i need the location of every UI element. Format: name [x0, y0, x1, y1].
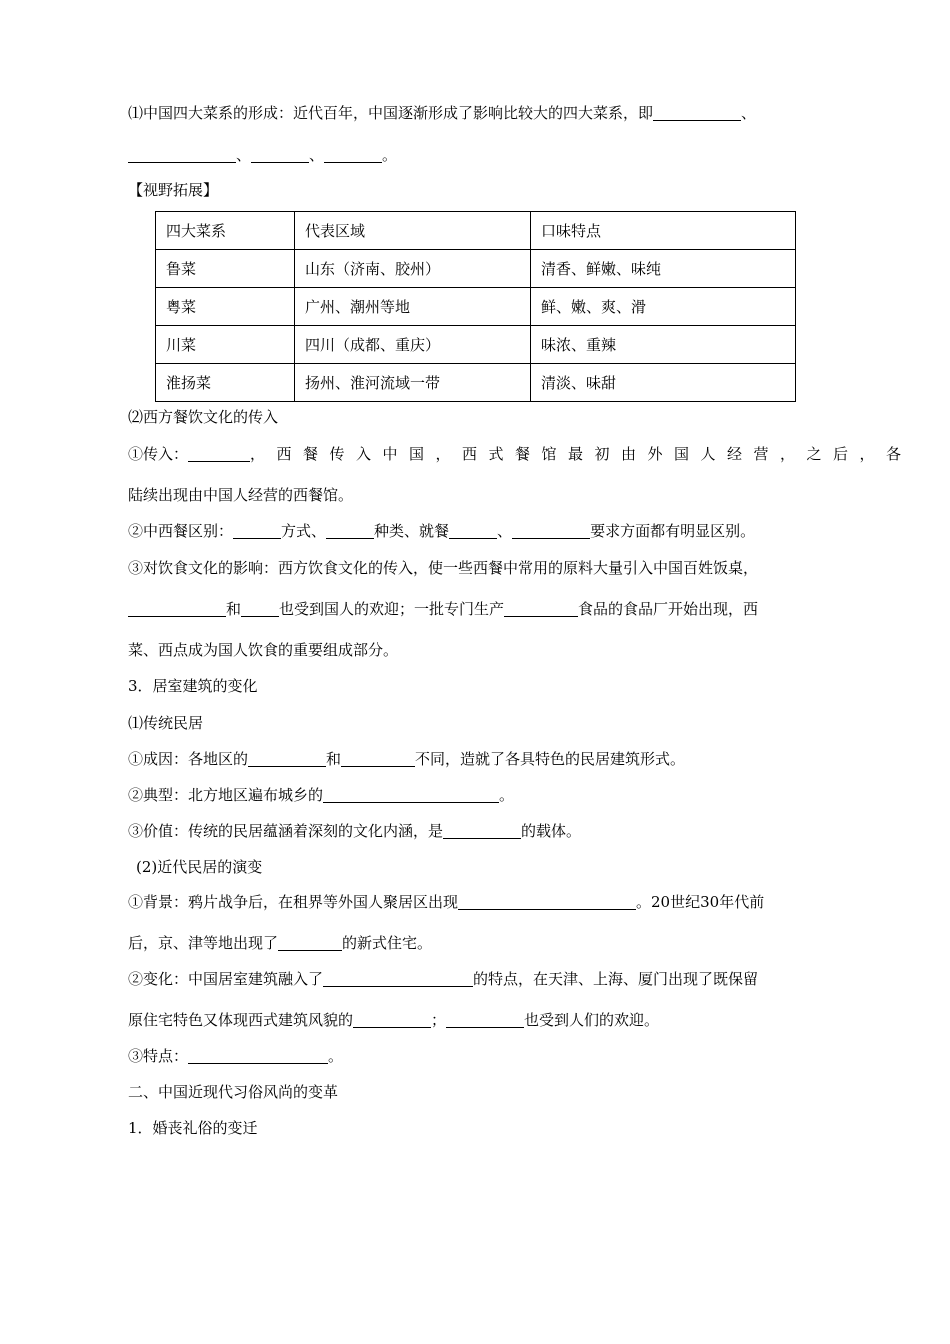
western-food-title: ⑵西方餐饮文化的传入 — [128, 408, 279, 426]
table-cell: 清香、鲜嫩、味纯 — [531, 250, 796, 288]
table-row — [156, 250, 796, 288]
answer-blank[interactable] — [446, 1011, 524, 1028]
housing-line-1: ①成因：各地区的 和 不同，造就了各具特色的民居建筑形式。 — [128, 750, 686, 768]
answer-blank[interactable] — [504, 600, 578, 617]
answer-blank[interactable] — [278, 934, 342, 951]
table-cell: 扬州、淮河流域一带 — [295, 364, 531, 402]
table-row — [156, 288, 796, 326]
wedding-funeral-title: 1．婚丧礼俗的变迁 — [128, 1119, 258, 1137]
answer-blank[interactable] — [233, 522, 281, 539]
answer-blank[interactable] — [443, 822, 521, 839]
table-cell: 味浓、重辣 — [531, 326, 796, 364]
table-header-cell: 口味特点 — [531, 212, 796, 250]
customs-title: 二、中国近现代习俗风尚的变革 — [128, 1083, 339, 1101]
answer-blank[interactable] — [512, 522, 590, 539]
western-line-5: 和 也受到国人的欢迎；一批专门生产 食品的食品厂开始出现，西 — [128, 599, 758, 619]
answer-blank[interactable] — [323, 970, 473, 987]
answer-blank[interactable] — [341, 750, 415, 767]
cuisine-table — [155, 211, 796, 402]
western-line-2: 陆续出现由中国人经营的西餐馆。 — [128, 486, 354, 504]
answer-blank[interactable] — [323, 786, 499, 803]
answer-blank[interactable] — [188, 1047, 328, 1064]
housing-line-4: ①背景：鸦片战争后，在租界等外国人聚居区出现 。20世纪30年代前 — [128, 893, 765, 911]
housing-line-2: ②典型：北方地区遍布城乡的 。 — [128, 786, 515, 804]
traditional-house-title: ⑴传统民居 — [128, 714, 204, 732]
answer-blank[interactable] — [324, 146, 382, 163]
housing-title: 3．居室建筑的变化 — [128, 677, 258, 695]
answer-blank[interactable] — [251, 146, 309, 163]
table-cell: 广州、潮州等地 — [295, 288, 531, 326]
western-line-4: ③对饮食文化的影响：西方饮食文化的传入，使一些西餐中常用的原料大量引入中国百姓饭桌， — [128, 559, 759, 577]
answer-blank[interactable] — [128, 600, 226, 617]
table-header-cell: 四大菜系 — [156, 212, 295, 250]
table-row — [156, 364, 796, 402]
housing-line-7: 原住宅特色又体现西式建筑风貌的 ； 也受到人们的欢迎。 — [128, 1011, 660, 1029]
answer-blank[interactable] — [353, 1011, 431, 1028]
table-cell: 淮扬菜 — [156, 364, 295, 402]
food-line-2: 、 、 。 — [128, 145, 397, 165]
western-line-3: ②中西餐区别： 方式、 种类、就餐 、 要求方面都有明显区别。 — [128, 522, 756, 540]
answer-blank[interactable] — [188, 445, 250, 462]
housing-line-6: ②变化：中国居室建筑融入了 的特点，在天津、上海、厦门出现了既保留 — [128, 970, 759, 988]
table-cell: 粤菜 — [156, 288, 295, 326]
table-row — [156, 326, 796, 364]
western-line-6: 菜、西点成为国人饮食的重要组成部分。 — [128, 641, 399, 659]
table-cell: 鲁菜 — [156, 250, 295, 288]
table-header-cell: 代表区域 — [295, 212, 531, 250]
western-line-1: ①传入： ，西餐传入中国，西式餐馆最初由外国人经营，之后，各 — [128, 445, 913, 463]
table-cell: 清淡、味甜 — [531, 364, 796, 402]
food-line-1: ⑴中国四大菜系的形成：近代百年，中国逐渐形成了影响比较大的四大菜系，即 、 — [128, 104, 757, 122]
answer-blank[interactable] — [241, 600, 279, 617]
table-header-row — [156, 212, 796, 250]
answer-blank[interactable] — [449, 522, 497, 539]
housing-line-5: 后，京、津等地出现了 的新式住宅。 — [128, 934, 433, 952]
modern-house-title: (2)近代民居的演变 — [136, 858, 263, 876]
answer-blank[interactable] — [653, 104, 741, 121]
table-cell: 鲜、嫩、爽、滑 — [531, 288, 796, 326]
table-cell: 川菜 — [156, 326, 295, 364]
expand-title: 【视野拓展】 — [128, 181, 219, 199]
answer-blank[interactable] — [128, 146, 236, 163]
table-cell: 山东（济南、胶州） — [295, 250, 531, 288]
answer-blank[interactable] — [326, 522, 374, 539]
answer-blank[interactable] — [458, 893, 636, 910]
answer-blank[interactable] — [248, 750, 326, 767]
housing-line-8: ③特点： 。 — [128, 1047, 344, 1065]
housing-line-3: ③价值：传统的民居蕴涵着深刻的文化内涵，是 的载体。 — [128, 822, 582, 840]
table-cell: 四川（成都、重庆） — [295, 326, 531, 364]
